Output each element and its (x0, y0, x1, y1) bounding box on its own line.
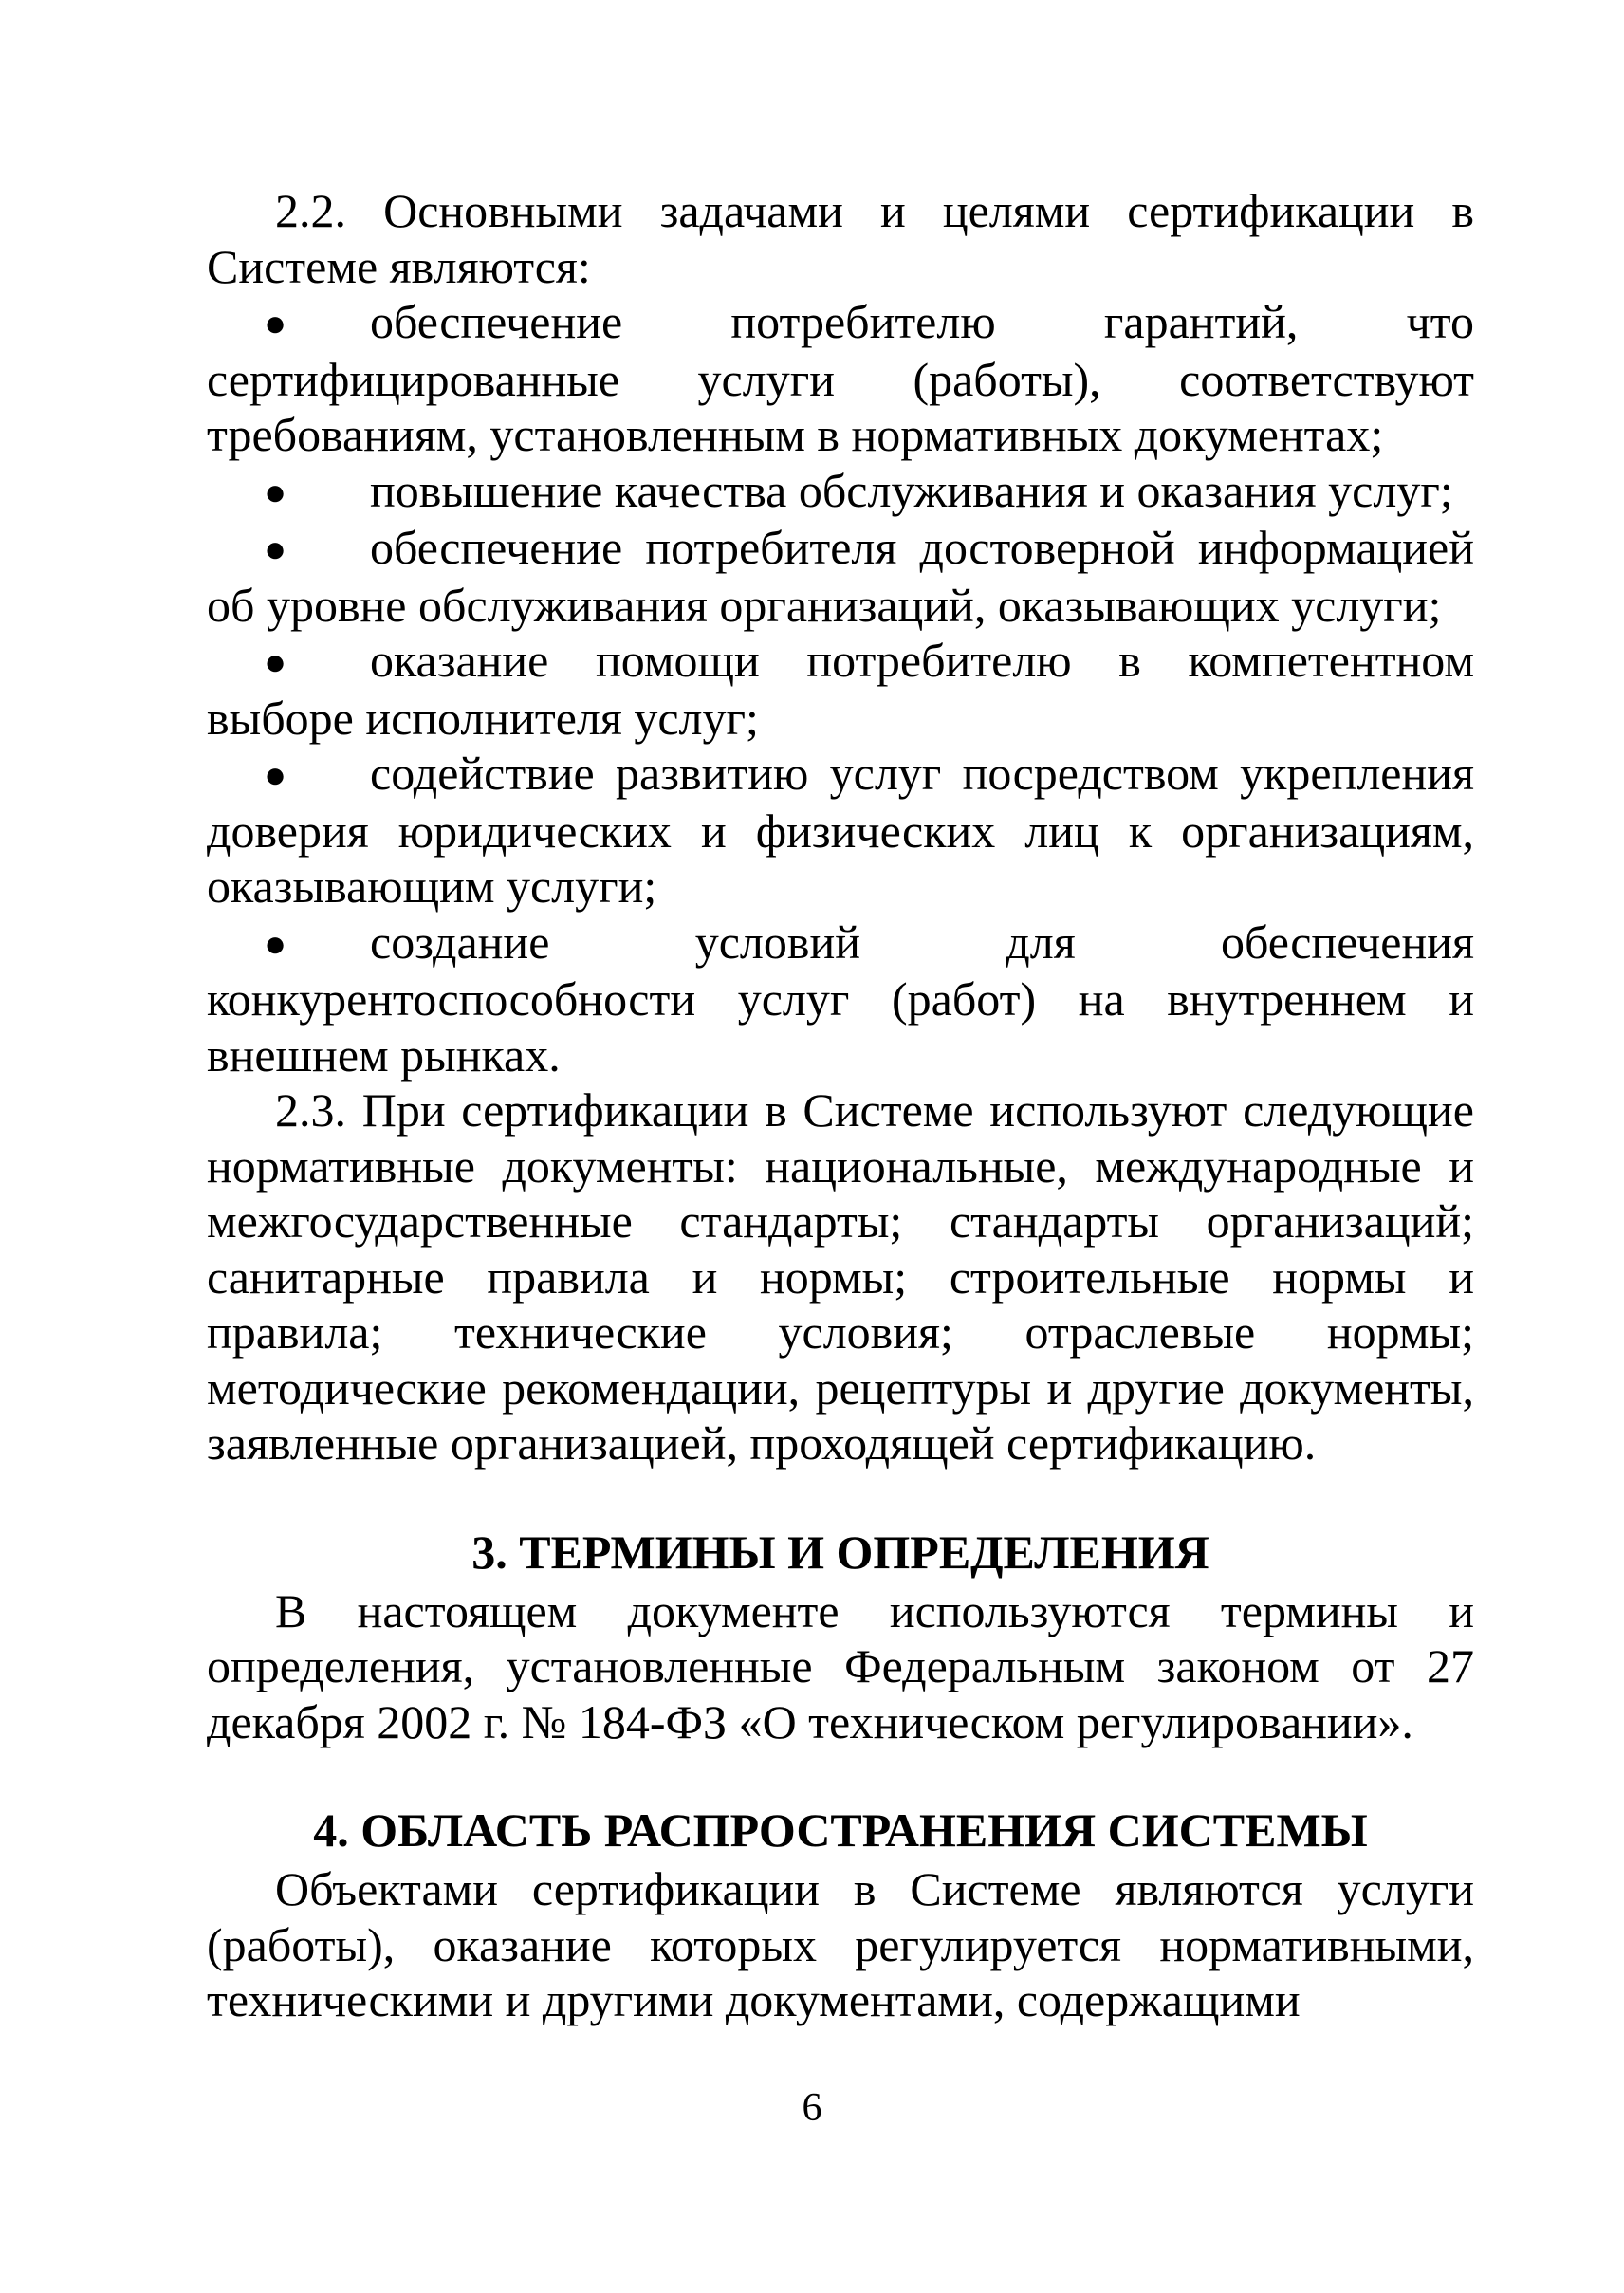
section-3-paragraph: В настоящем документе используются термины и определения, установленные Федеральным законом от 27 декабря 2002 г. № 184-ФЗ «О техническом регулировании». (207, 1583, 1474, 1748)
page-number: 6 (802, 2086, 822, 2130)
section-2-2-intro: 2.2. Основными задачами и целями сертификации в Системе являются: (207, 184, 1474, 293)
list-item (207, 746, 1474, 915)
list-item (207, 915, 1474, 1083)
list-item-text: содействие развитию услуг посредством укрепления доверия юридических и физических лиц к организациям, оказывающим услуги; (207, 747, 1474, 913)
list-item-text: повышение качества обслуживания и оказания услуг; (370, 463, 1453, 517)
section-4-heading: 4. ОБЛАСТЬ РАСПРОСТРАНЕНИЯ СИСТЕМЫ (313, 1803, 1368, 1857)
section-4-paragraph: Объектами сертификации в Системе являются услуги (работы), оказание которых регулируется нормативными, техническими и другими документами, содержащими (207, 1862, 1474, 2026)
bullet-icon: ● (264, 527, 287, 570)
list-item-text: обеспечение потребителя достоверной информацией об уровне обслуживания организаций, оказывающих услуги; (207, 521, 1474, 632)
bullet-icon: ● (264, 470, 287, 513)
bullet-icon: ● (264, 753, 287, 796)
list-item-text: обеспечение потребителю гарантий, что сертифицированные услуги (работы), соответствуют требованиям, установленным в нормативных документах; (207, 295, 1474, 461)
list-item-text: оказание помощи потребителю в компетентном выборе исполнителя услуг; (207, 634, 1474, 745)
document-page (207, 183, 1474, 2028)
list-item (207, 463, 1474, 521)
bullet-icon: ● (264, 640, 287, 683)
section-2-3-paragraph: 2.3. При сертификации в Системе используют следующие нормативные документы: национальные, международные и межгосударственные стандарты; стандарты организаций; санитарные правила и нормы; строительные нормы и правила; технические условия; отраслевые нормы; методические рекомендации, рецептуры и другие документы, заявленные организацией, проходящей сертификацию. (207, 1083, 1474, 1470)
list-item-text: создание условий для обеспечения конкурентоспособности услуг (работ) на внутреннем и внешнем рынках. (207, 915, 1474, 1082)
bullet-icon: ● (264, 302, 287, 344)
section-3-heading: 3. ТЕРМИНЫ И ОПРЕДЕЛЕНИЯ (471, 1525, 1209, 1579)
bullet-icon: ● (264, 921, 287, 965)
list-item (207, 633, 1474, 746)
list-item (207, 294, 1474, 463)
list-item (207, 520, 1474, 633)
